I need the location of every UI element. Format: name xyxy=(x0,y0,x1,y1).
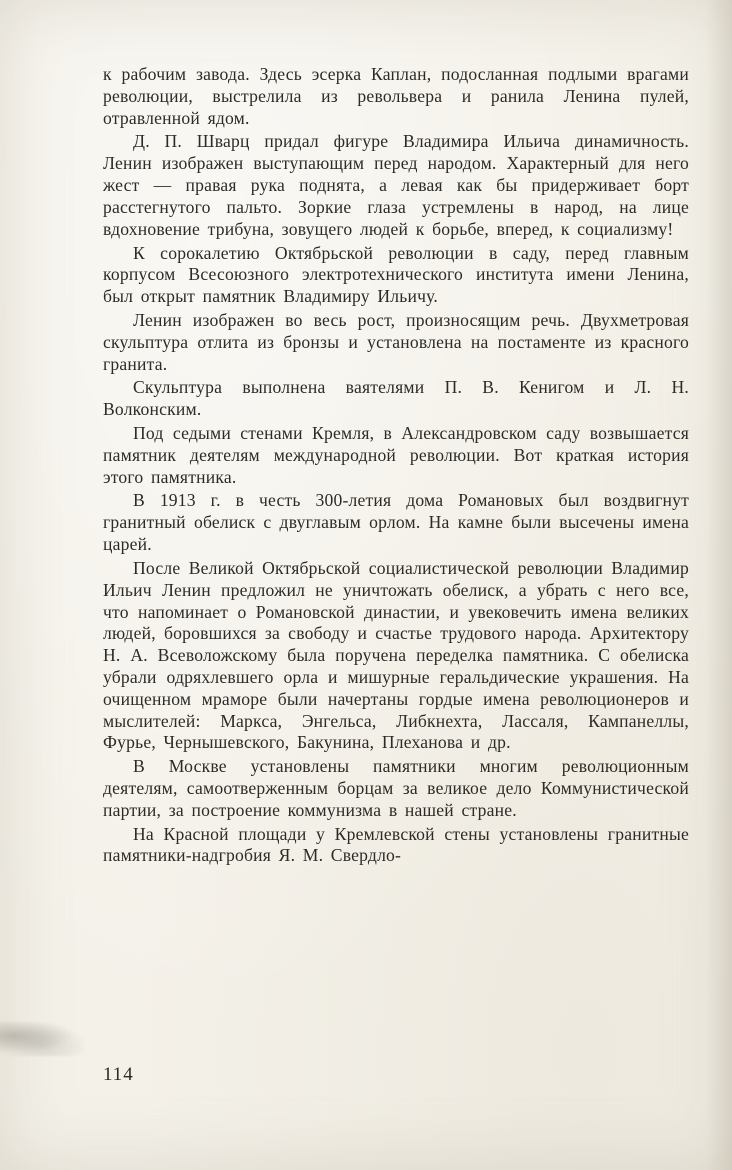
scan-edge-shadow xyxy=(706,0,732,1170)
page-number: 114 xyxy=(103,1064,134,1085)
paragraph: Д. П. Шварц придал фигуре Владимира Ильича динамичность. Ленин изображен выступающим перед народом. Характерный для него жест — правая рука поднята, а левая как бы придерживает борт расстегнутого пальто. Зоркие глаза устремлены в народ, на лице вдохновение трибуна, зовущего людей к борьбе, вперед, к социализму! xyxy=(103,131,689,239)
paragraph: Ленин изображен во весь рост, произносящим речь. Двухметровая скульптура отлита из бронзы и установлена на постаменте из красного гранита. xyxy=(103,309,689,374)
paragraph: В Москве установлены памятники многим революционным деятелям, самоотверженным борцам за великое дело Коммунистической партии, за построение коммунизма в нашей стране. xyxy=(103,756,689,820)
paragraph: В 1913 г. в честь 300-летия дома Романовых был воздвигнут гранитный обелиск с двуглавым орлом. На камне были высечены имена царей. xyxy=(103,490,689,555)
paragraph: На Красной площади у Кремлевской стены установлены гранитные памятники-надгробия Я. М. Свердло- xyxy=(103,823,689,866)
paragraph: К сорокалетию Октябрьской революции в саду, перед главным корпусом Всесоюзного электротехнического института имени Ленина, был открыт памятник Владимиру Ильичу. xyxy=(103,242,689,307)
text-block xyxy=(103,64,689,869)
paragraph: к рабочим завода. Здесь эсерка Каплан, подосланная подлыми врагами революции, выстрелила из револьвера и ранила Ленина пулей, отравленной ядом. xyxy=(103,64,689,128)
paragraph: Под седыми стенами Кремля, в Александровском саду возвышается памятник деятелям международной революции. Вот краткая история этого памятника. xyxy=(103,423,689,487)
paragraph: Скульптура выполнена ваятелями П. В. Кенигом и Л. Н. Волконским. xyxy=(103,377,689,420)
paragraph: После Великой Октябрьской социалистической революции Владимир Ильич Ленин предложил не уничтожать обелиск, а убрать с него все, что напоминает о Романовской династии, и увековечить имена великих людей, боровшихся за свободу и счастье трудового народа. Архитектору Н. А. Всеволожскому была поручена переделка памятника. С обелиска убрали одряхлевшего орла и мишурные геральдические украшения. На очищенном мраморе были начертаны гордые имена революционеров и мыслителей: Маркса, Энгельса, Либкнехта, Лассаля, Кампанеллы, Фурье, Чернышевского, Бакунина, Плеханова и др. xyxy=(103,557,689,753)
scan-smudge xyxy=(0,1022,84,1056)
